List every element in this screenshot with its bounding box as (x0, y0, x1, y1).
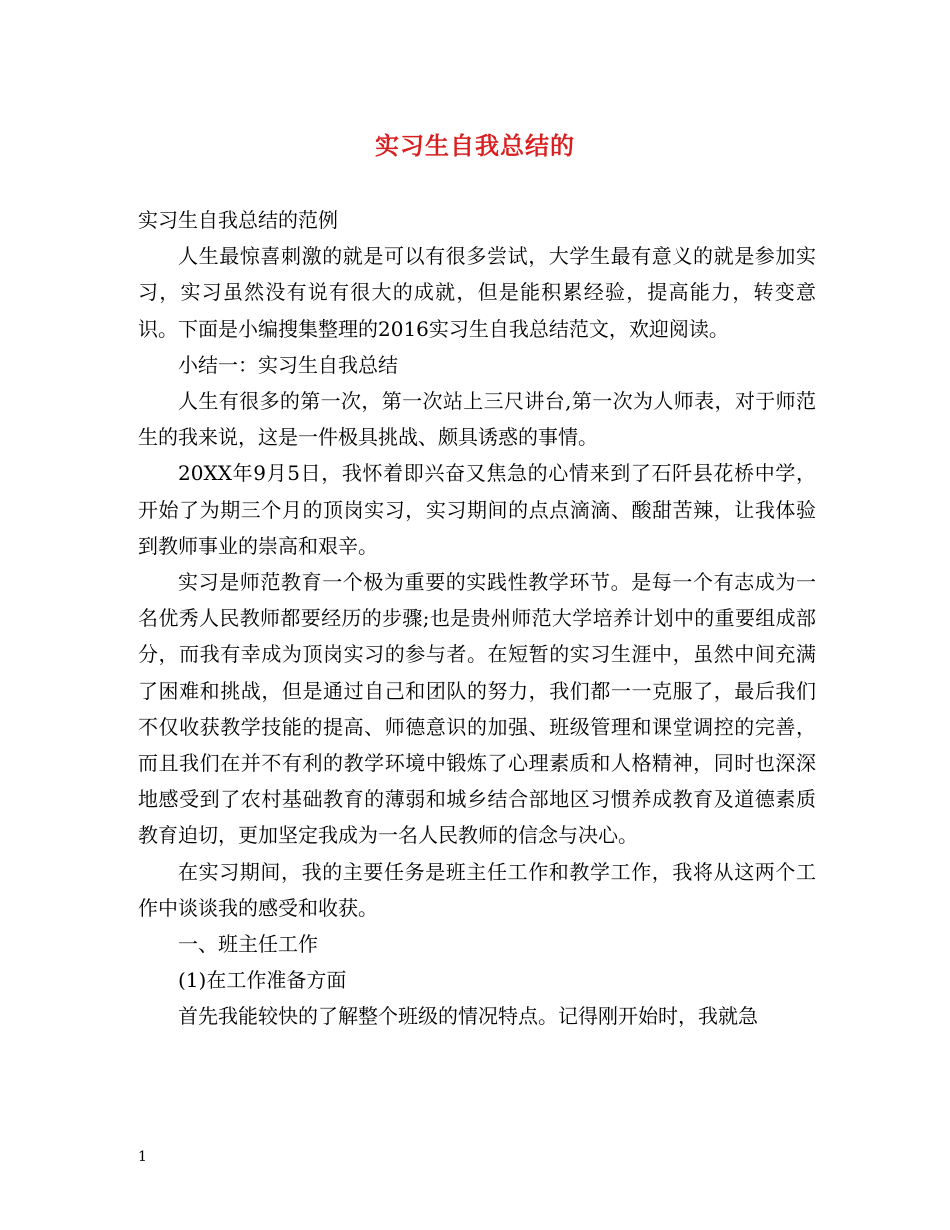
paragraph-heading-class-teacher: 一、班主任工作 (178, 932, 318, 957)
page-number: 1 (138, 1149, 147, 1165)
paragraph-intro: 人生最惊喜刺激的就是可以有很多尝试，大学生最有意义的就是参加实习，实习虽然没有说有很大的成就，但是能积累经验，提高能力，转变意识。下面是小编搜集整理的2016实习生自我总结范文，欢迎阅读。 (138, 244, 816, 341)
paragraph-subtitle: 实习生自我总结的范例 (138, 208, 338, 232)
paragraph-understanding-class: 首先我能较快的了解整个班级的情况特点。记得刚开始时，我就急 (178, 1004, 758, 1029)
document-title: 实习生自我总结的 (375, 131, 575, 160)
paragraph-date: 20XX年9月5日，我怀着即兴奋又焦急的心情来到了石阡县花桥中学，开始了为期三个月的顶岗实习，实习期间的点点滴滴、酸甜苦辣，让我体验到教师事业的崇高和艰辛。 (138, 461, 816, 558)
paragraph-section-heading: 小结一：实习生自我总结 (178, 352, 398, 377)
paragraph-practice-importance: 实习是师范教育一个极为重要的实践性教学环节。是每一个有志成为一名优秀人民教师都要经历的步骤;也是贵州师范大学培养计划中的重要组成部分，而我有幸成为顶岗实习的参与者。在短暂的实习生涯中，虽然中间充满了困难和挑战，但是通过自己和团队的努力，我们都一一克服了，最后我们不仅收获教学技能的提高、师德意识的加强、班级管理和课堂调控的完善，而且我们在并不有利的教学环境中锻炼了心理素质和人格精神，同时也深深地感受到了农村基础教育的薄弱和城乡结合部地区习惯养成教育及道德素质教育迫切，更加坚定我成为一名人民教师的信念与决心。 (138, 570, 816, 848)
document-body (138, 202, 816, 1035)
paragraph-main-tasks: 在实习期间，我的主要任务是班主任工作和教学工作，我将从这两个工作中谈谈我的感受和收获。 (138, 859, 816, 920)
paragraph-first-time: 人生有很多的第一次，第一次站上三尺讲台,第一次为人师表，对于师范生的我来说，这是一件极具挑战、颇具诱惑的事情。 (138, 389, 816, 450)
paragraph-heading-preparation: (1)在工作准备方面 (178, 968, 347, 993)
